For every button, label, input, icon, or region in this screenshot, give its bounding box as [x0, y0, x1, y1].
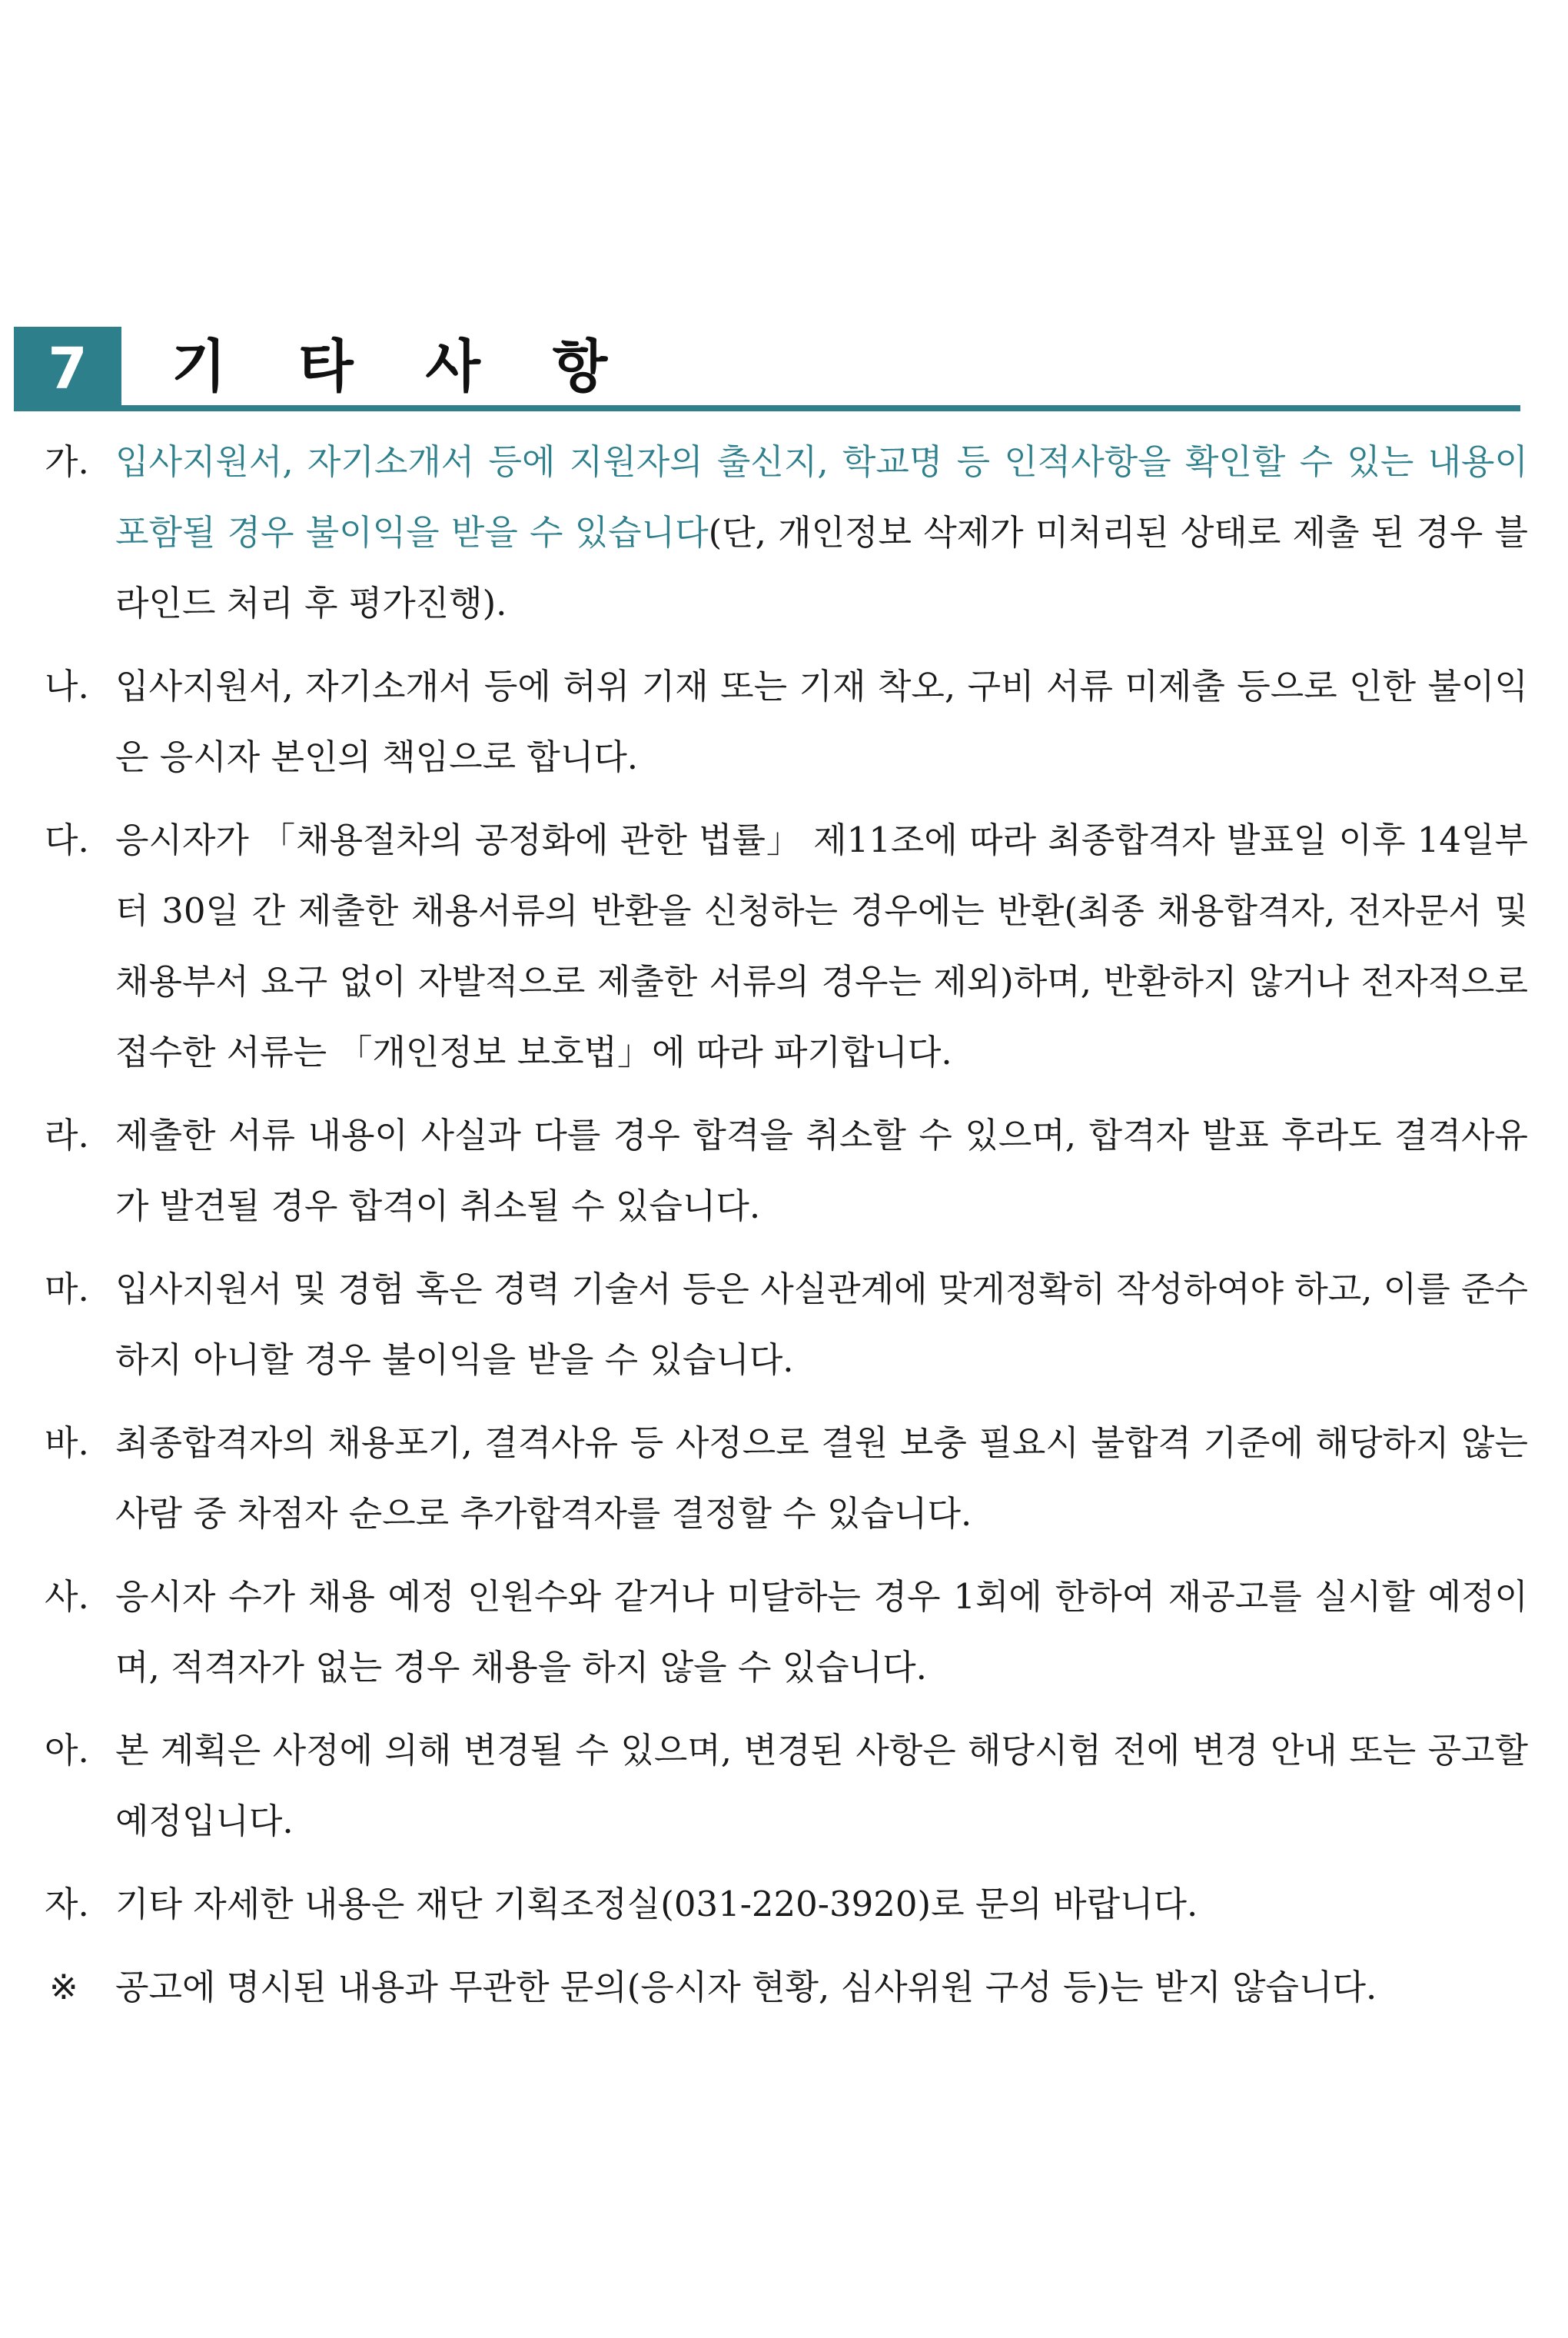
highlighted-text: 입사지원서, 자기소개서 등에 지원자의 출신지, 학교명 등 인적사항을 확인할 수 있는 내용이 포함될 경우 불이익을 받을 수 있습니다: [115, 441, 1528, 553]
notice-item-a: [45, 1715, 1528, 1857]
note-marker: ※: [49, 1967, 78, 2007]
item-marker: 아.: [45, 1730, 89, 1771]
item-marker: 자.: [45, 1884, 89, 1924]
section-title: 기 타 사 항: [171, 334, 634, 400]
section-divider: [14, 405, 1520, 411]
reference-note: [45, 1952, 1528, 2023]
item-text: 기타 자세한 내용은 재단 기획조정실(031-220-3920)로 문의 바랍니다.: [115, 1884, 1198, 1924]
notice-item-sa: [45, 1561, 1528, 1703]
notice-item-na: [45, 651, 1528, 793]
item-marker: 마.: [45, 1269, 89, 1309]
notice-item-ja: [45, 1869, 1528, 1940]
notice-item-ma: [45, 1254, 1528, 1395]
notice-list: [45, 427, 1528, 2023]
item-marker: 사.: [45, 1576, 89, 1617]
section-number-badge: 7: [14, 327, 121, 411]
item-text: 응시자가 「채용절차의 공정화에 관한 법률」 제11조에 따라 최종합격자 발표일 이후 14일부터 30일 간 제출한 채용서류의 반환을 신청하는 경우에는 반환(최종 채용합격자, 전자문서 및 채용부서 요구 없이 자발적으로 제출한 서류의 경우는 제외)하며, 반환하지 않거나 전자적으로 접수한 서류는 「개인정보 보호법」에 따라 파기합니다.: [115, 820, 1528, 1073]
item-text: (단, 개인정보 삭제가 미처리된 상태로 제출 된 경우 블라인드 처리 후 평가진행).: [115, 512, 1528, 624]
item-marker: 바.: [45, 1422, 89, 1463]
item-text: 응시자 수가 채용 예정 인원수와 같거나 미달하는 경우 1회에 한하여 재공고를 실시할 예정이며, 적격자가 없는 경우 채용을 하지 않을 수 있습니다.: [115, 1576, 1528, 1688]
item-text: 제출한 서류 내용이 사실과 다를 경우 합격을 취소할 수 있으며, 합격자 발표 후라도 결격사유가 발견될 경우 합격이 취소될 수 있습니다.: [115, 1115, 1528, 1226]
item-text: 최종합격자의 채용포기, 결격사유 등 사정으로 결원 보충 필요시 불합격 기준에 해당하지 않는 사람 중 차점자 순으로 추가합격자를 결정할 수 있습니다.: [115, 1422, 1528, 1534]
notice-item-ga: [45, 427, 1528, 639]
item-text: 입사지원서 및 경험 혹은 경력 기술서 등은 사실관계에 맞게정확히 작성하여야 하고, 이를 준수하지 아니할 경우 불이익을 받을 수 있습니다.: [115, 1269, 1528, 1380]
note-text: 공고에 명시된 내용과 무관한 문의(응시자 현황, 심사위원 구성 등)는 받지 않습니다.: [115, 1967, 1377, 2007]
item-marker: 가.: [45, 441, 89, 482]
item-marker: 다.: [45, 820, 89, 860]
item-marker: 나.: [45, 666, 89, 707]
item-text: 입사지원서, 자기소개서 등에 허위 기재 또는 기재 착오, 구비 서류 미제출 등으로 인한 불이익은 응시자 본인의 책임으로 합니다.: [115, 666, 1528, 777]
notice-item-da: [45, 805, 1528, 1088]
section-header: [14, 327, 1520, 411]
item-text: 본 계획은 사정에 의해 변경될 수 있으며, 변경된 사항은 해당시험 전에 변경 안내 또는 공고할 예정입니다.: [115, 1730, 1528, 1841]
notice-item-ba: [45, 1408, 1528, 1549]
notice-item-ra: [45, 1100, 1528, 1242]
item-marker: 라.: [45, 1115, 89, 1156]
